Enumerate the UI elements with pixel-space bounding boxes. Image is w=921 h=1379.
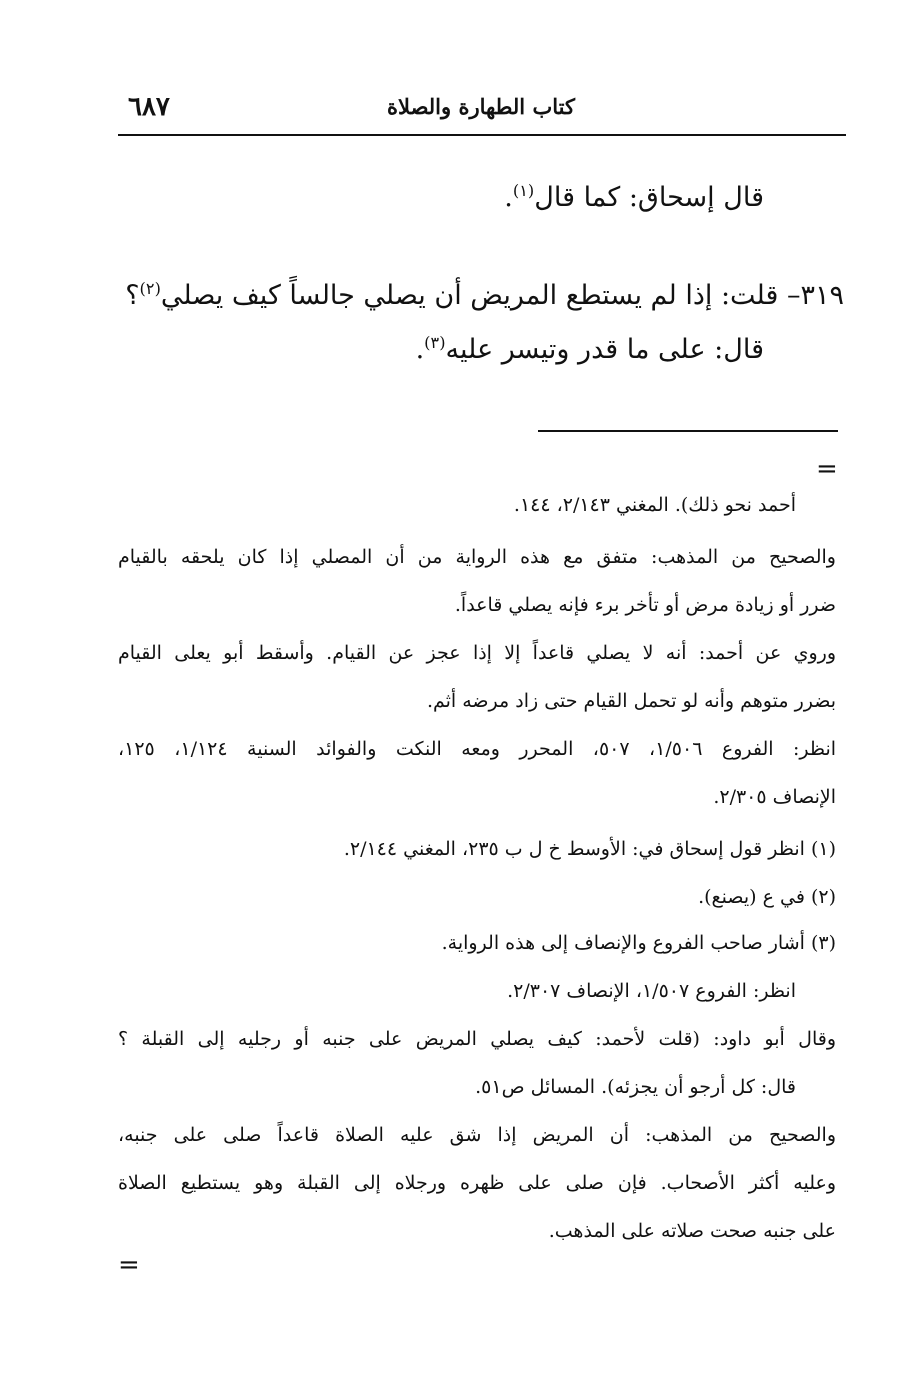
main-text-1: قال إسحاق: كما قال xyxy=(534,182,764,213)
page-header xyxy=(118,92,844,132)
fn3-line: والصحيح من المذهب: أن المريض إذا شق عليه الصلاة قاعداً صلى على جنبه، xyxy=(118,1124,836,1146)
continuation-mark-top: = xyxy=(816,454,838,484)
footnote-1-text: (١) انظر قول إسحاق في: الأوسط خ ل ب ٢٣٥، المغني ٢/١٤٤. xyxy=(343,838,836,860)
fn-cont-line: انظر: الفروع ١/٥٠٦، ٥٠٧، المحرر ومعه النكت والفوائد السنية ١/١٢٤، ١٢٥، xyxy=(118,738,837,760)
footnote-ref-3: (٣) xyxy=(424,333,446,352)
fn-cont-line: أحمد نحو ذلك). المغني ٢/١٤٣، ١٤٤. xyxy=(513,494,796,516)
fn-cont-line: بضرر متوهم وأنه لو تحمل القيام حتى زاد مرضه أثم. xyxy=(426,690,836,712)
fn3-line: انظر: الفروع ١/٥٠٧، الإنصاف ٢/٣٠٧. xyxy=(507,980,796,1002)
fn-cont-line: وروي عن أحمد: أنه لا يصلي قاعداً إلا إذا عجز عن القيام. وأسقط أبو يعلى القيام xyxy=(118,642,836,664)
answer-end: . xyxy=(415,334,425,365)
footnote-ref-2: (٢) xyxy=(139,279,161,298)
fn-cont-line: ضرر أو زيادة مرض أو تأخر برء فإنه يصلي قاعداً. xyxy=(454,594,836,616)
header-rule xyxy=(118,134,846,136)
footnote-separator xyxy=(538,430,838,432)
question-text: قلت: إذا لم يستطع المريض أن يصلي جالساً كيف يصلي xyxy=(160,280,787,311)
fn3-line: على جنبه صحت صلاته على المذهب. xyxy=(548,1220,836,1242)
fn-cont-line: الإنصاف ٢/٣٠٥. xyxy=(713,786,836,808)
continuation-mark-bottom: = xyxy=(118,1250,140,1280)
page-number: ٦٨٧ xyxy=(128,92,170,122)
fn-cont-line: والصحيح من المذهب: متفق مع هذه الرواية من أن المصلي إذا كان يلحقه بالقيام xyxy=(118,546,836,568)
main-text-1-end: . xyxy=(504,182,513,213)
running-title: كتاب الطهارة والصلاة xyxy=(387,94,575,119)
question-number: ٣١٩– xyxy=(786,280,844,311)
answer-text: قال: على ما قدر وتيسر عليه xyxy=(445,334,764,365)
fn3-line: وقال أبو داود: (قلت لأحمد: كيف يصلي المريض على جنبه أو رجليه إلى القبلة ؟ xyxy=(118,1028,836,1050)
fn3-line: قال: كل أرجو أن يجزئه). المسائل ص٥١. xyxy=(475,1076,796,1098)
footnote-2-text: (٢) في ع (يصنع). xyxy=(698,886,836,908)
fn3-line: (٣) أشار صاحب الفروع والإنصاف إلى هذه الرواية. xyxy=(441,932,836,954)
fn3-line: وعليه أكثر الأصحاب. فإن صلى على ظهره ورجلاه إلى القبلة وهو يستطيع الصلاة xyxy=(118,1172,836,1194)
footnote-ref-1: (١) xyxy=(512,181,535,200)
question-end: ؟ xyxy=(125,280,140,311)
